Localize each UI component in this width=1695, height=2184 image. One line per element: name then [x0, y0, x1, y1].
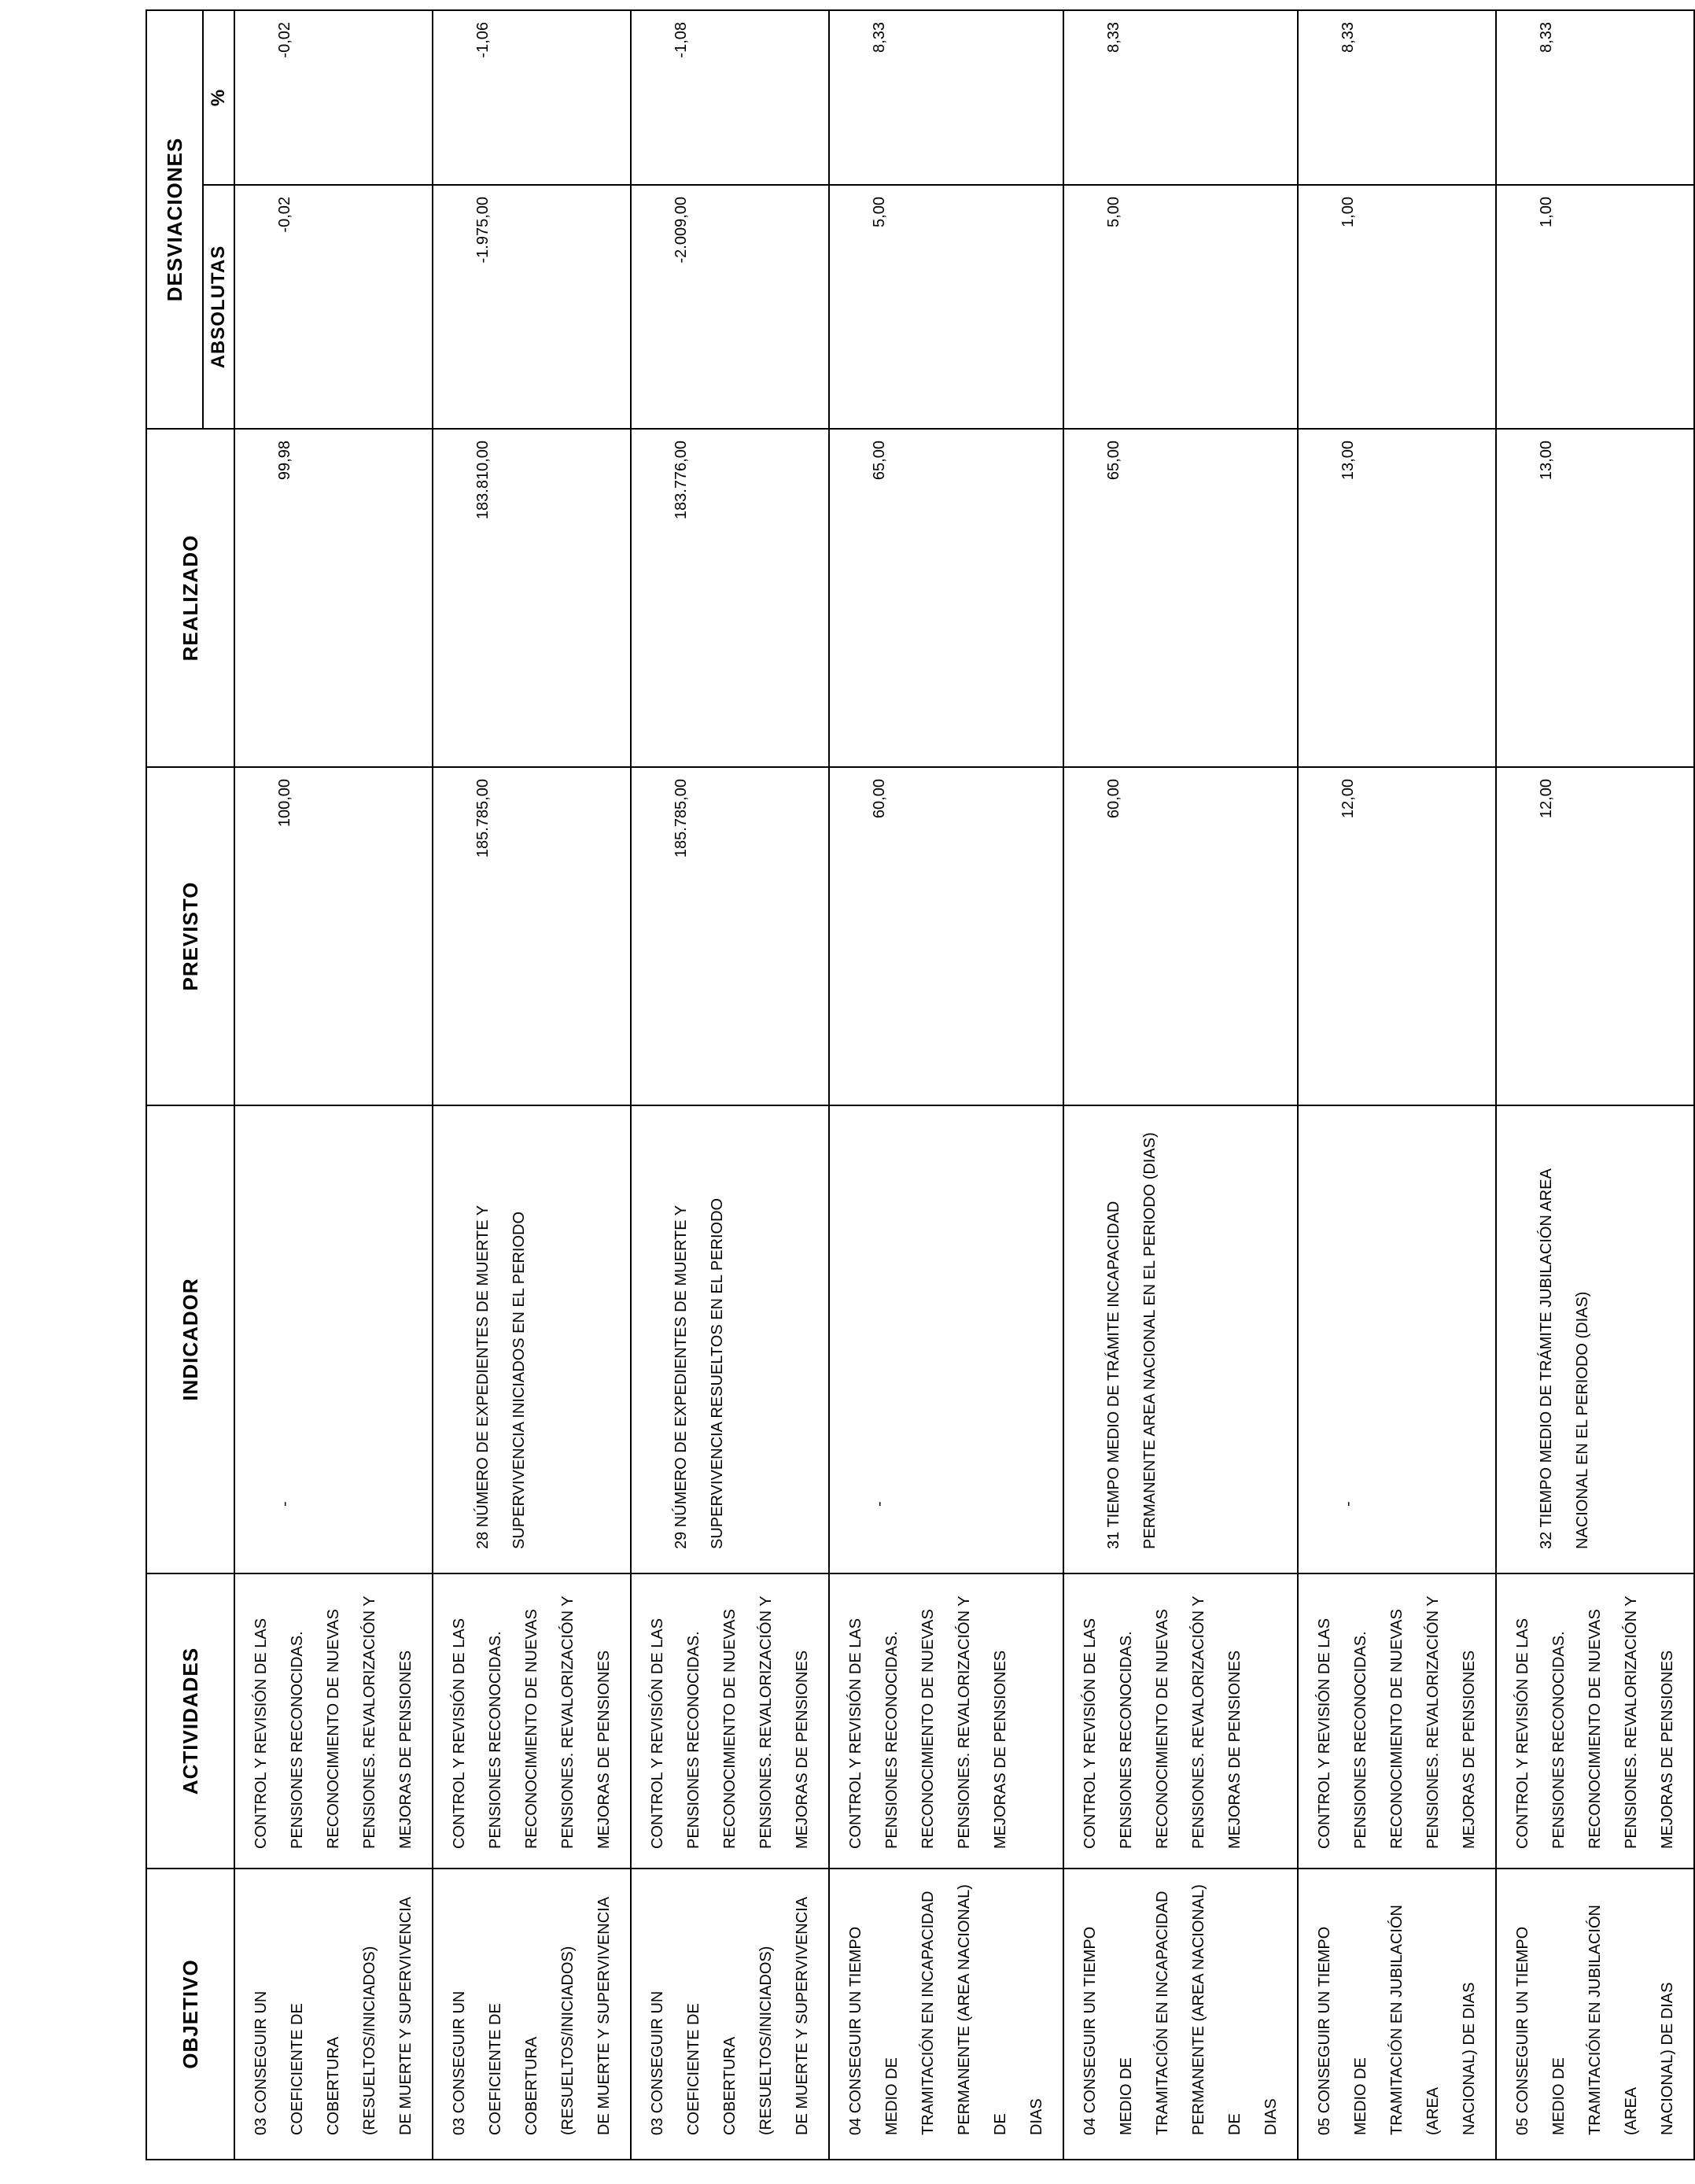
objetivo-text-cell [1298, 1869, 1496, 2160]
porcentaje-value: 8,33 [1538, 22, 1555, 53]
table-row [631, 10, 829, 2160]
objetivo-text: 04 CONSEGUIR UN TIEMPO MEDIO DE TRAMITACIÓN EN INCAPACIDAD PERMANENTE (AREA NACIONAL) DE DIAS [847, 1884, 1045, 2135]
indicador-text: - [276, 1501, 293, 1507]
indicador-text: 32 TIEMPO MEDIO DE TRÁMITE JUBILACIÓN AREA NACIONAL EN EL PERIODO (DIAS) [1538, 1169, 1591, 1549]
objetivo-text-cell [1496, 1869, 1694, 2160]
previsto-value: 12,00 [1538, 779, 1555, 819]
absolutas-value-cell [1063, 185, 1298, 429]
table-row [829, 10, 1063, 2160]
header-indicador: INDICADOR [146, 1105, 234, 1573]
indicador-text-cell [829, 1105, 1063, 1573]
absolutas-value: -0,02 [276, 197, 293, 233]
indicador-text-cell [1298, 1105, 1496, 1573]
porcentaje-value: 8,33 [871, 22, 888, 53]
indicador-text: 28 NÚMERO DE EXPEDIENTES DE MUERTE Y SUPERVIVENCIA INICIADOS EN EL PERIODO [474, 1205, 528, 1549]
actividades-text: CONTROL Y REVISIÓN DE LAS PENSIONES RECONOCIDAS. RECONOCIMIENTO DE NUEVAS PENSIONES. REVALORIZACIÓN Y MEJORAS DE PENSIONES [252, 1596, 415, 1849]
indicador-text: 29 NÚMERO DE EXPEDIENTES DE MUERTE Y SUPERVIVENCIA RESUELTOS EN EL PERIODO [672, 1197, 726, 1549]
porcentaje-value: 8,33 [1339, 22, 1357, 53]
porcentaje-value-cell [234, 10, 433, 185]
previsto-value-cell [433, 767, 631, 1105]
previsto-value: 100,00 [276, 779, 293, 828]
objetivo-text-cell [234, 1869, 433, 2160]
actividades-text: CONTROL Y REVISIÓN DE LAS PENSIONES RECONOCIDAS. RECONOCIMIENTO DE NUEVAS PENSIONES. REVALORIZACIÓN Y MEJORAS DE PENSIONES [1081, 1596, 1244, 1849]
porcentaje-value-cell [1063, 10, 1298, 185]
previsto-value: 185.785,00 [672, 779, 690, 858]
header-realizado: REALIZADO [146, 429, 234, 767]
header-porcentaje: % [203, 10, 234, 185]
realizado-value-cell [829, 429, 1063, 767]
absolutas-value: 5,00 [871, 197, 888, 227]
absolutas-value-cell [631, 185, 829, 429]
realizado-value: 183.776,00 [672, 441, 690, 520]
objetivo-text-cell [631, 1869, 829, 2160]
absolutas-value-cell [234, 185, 433, 429]
actividades-text-cell [234, 1573, 433, 1869]
previsto-value: 12,00 [1339, 779, 1357, 819]
previsto-value: 60,00 [871, 779, 888, 819]
previsto-value-cell [234, 767, 433, 1105]
actividades-text-cell [1496, 1573, 1694, 1869]
porcentaje-value: -1,08 [672, 22, 690, 58]
objetivo-text: 04 CONSEGUIR UN TIEMPO MEDIO DE TRAMITACIÓN EN INCAPACIDAD PERMANENTE (AREA NACIONAL) DE DIAS [1081, 1884, 1280, 2135]
table-row [433, 10, 631, 2160]
realizado-value: 99,98 [276, 441, 293, 481]
realizado-value-cell [631, 429, 829, 767]
indicador-text: - [1339, 1501, 1357, 1507]
header-absolutas: ABSOLUTAS [203, 185, 234, 429]
table-row [1298, 10, 1496, 2160]
actividades-text: CONTROL Y REVISIÓN DE LAS PENSIONES RECONOCIDAS. RECONOCIMIENTO DE NUEVAS PENSIONES. REVALORIZACIÓN Y MEJORAS DE PENSIONES [649, 1596, 811, 1849]
porcentaje-value-cell [1298, 10, 1496, 185]
actividades-text-cell [829, 1573, 1063, 1869]
realizado-value-cell [433, 429, 631, 767]
realizado-value-cell [1298, 429, 1496, 767]
previsto-value-cell [1496, 767, 1694, 1105]
porcentaje-value-cell [1496, 10, 1694, 185]
previsto-value-cell [829, 767, 1063, 1105]
header-previsto: PREVISTO [146, 767, 234, 1105]
absolutas-value-cell [829, 185, 1063, 429]
absolutas-value-cell [1496, 185, 1694, 429]
header-desviaciones: DESVIACIONES [146, 10, 203, 429]
previsto-value: 185.785,00 [474, 779, 492, 858]
absolutas-value-cell [1298, 185, 1496, 429]
objectives-table [146, 9, 1695, 2160]
realizado-value: 183.810,00 [474, 441, 492, 520]
realizado-value: 13,00 [1339, 441, 1357, 481]
absolutas-value: 1,00 [1339, 197, 1357, 227]
indicador-text-cell [433, 1105, 631, 1573]
indicador-text: - [871, 1501, 888, 1507]
table-row [234, 10, 433, 2160]
table-body [234, 10, 1694, 2160]
objetivo-text-cell [433, 1869, 631, 2160]
actividades-text-cell [1063, 1573, 1298, 1869]
absolutas-value: 5,00 [1105, 197, 1122, 227]
realizado-value: 65,00 [1105, 441, 1122, 481]
absolutas-value: -1.975,00 [474, 197, 492, 264]
indicador-text-cell [1496, 1105, 1694, 1573]
objetivo-text-cell [829, 1869, 1063, 2160]
previsto-value: 60,00 [1105, 779, 1122, 819]
actividades-text-cell [1298, 1573, 1496, 1869]
objetivo-text: 05 CONSEGUIR UN TIEMPO MEDIO DE TRAMITACIÓN EN JUBILACIÓN (AREA NACIONAL) DE DIAS [1316, 1905, 1478, 2135]
indicador-text: 31 TIEMPO MEDIO DE TRÁMITE INCAPACIDAD PERMANENTE AREA NACIONAL EN EL PERIODO (DIAS) [1105, 1132, 1159, 1549]
realizado-value: 13,00 [1538, 441, 1555, 481]
objetivo-text: 03 CONSEGUIR UN COEFICIENTE DE COBERTURA (RESUELTOS/INICIADOS) DE MUERTE Y SUPERVIVENCIA [649, 1896, 811, 2135]
previsto-value-cell [1298, 767, 1496, 1105]
porcentaje-value: 8,33 [1105, 22, 1122, 53]
absolutas-value: 1,00 [1538, 197, 1555, 227]
realizado-value-cell [234, 429, 433, 767]
actividades-text: CONTROL Y REVISIÓN DE LAS PENSIONES RECONOCIDAS. RECONOCIMIENTO DE NUEVAS PENSIONES. REVALORIZACIÓN Y MEJORAS DE PENSIONES [1514, 1596, 1676, 1849]
actividades-text-cell [433, 1573, 631, 1869]
porcentaje-value-cell [631, 10, 829, 185]
absolutas-value-cell [433, 185, 631, 429]
previsto-value-cell [631, 767, 829, 1105]
realizado-value-cell [1496, 429, 1694, 767]
realizado-value-cell [1063, 429, 1298, 767]
porcentaje-value: -0,02 [276, 22, 293, 58]
objetivo-text-cell [1063, 1869, 1298, 2160]
actividades-text: CONTROL Y REVISIÓN DE LAS PENSIONES RECONOCIDAS. RECONOCIMIENTO DE NUEVAS PENSIONES. REVALORIZACIÓN Y MEJORAS DE PENSIONES [847, 1596, 1009, 1849]
actividades-text-cell [631, 1573, 829, 1869]
realizado-value: 65,00 [871, 441, 888, 481]
header-actividades: ACTIVIDADES [146, 1573, 234, 1869]
table-row [1063, 10, 1298, 2160]
indicador-text-cell [1063, 1105, 1298, 1573]
absolutas-value: -2.009,00 [672, 197, 690, 264]
objetivo-text: 03 CONSEGUIR UN COEFICIENTE DE COBERTURA (RESUELTOS/INICIADOS) DE MUERTE Y SUPERVIVENCIA [252, 1896, 415, 2135]
indicador-text-cell [631, 1105, 829, 1573]
table-row [1496, 10, 1694, 2160]
header-objetivo: OBJETIVO [146, 1869, 234, 2160]
objetivo-text: 05 CONSEGUIR UN TIEMPO MEDIO DE TRAMITACIÓN EN JUBILACIÓN (AREA NACIONAL) DE DIAS [1514, 1905, 1676, 2135]
previsto-value-cell [1063, 767, 1298, 1105]
indicador-text-cell [234, 1105, 433, 1573]
objetivo-text: 03 CONSEGUIR UN COEFICIENTE DE COBERTURA (RESUELTOS/INICIADOS) DE MUERTE Y SUPERVIVENCIA [451, 1896, 613, 2135]
actividades-text: CONTROL Y REVISIÓN DE LAS PENSIONES RECONOCIDAS. RECONOCIMIENTO DE NUEVAS PENSIONES. REVALORIZACIÓN Y MEJORAS DE PENSIONES [451, 1596, 613, 1849]
porcentaje-value-cell [829, 10, 1063, 185]
porcentaje-value: -1,06 [474, 22, 492, 58]
actividades-text: CONTROL Y REVISIÓN DE LAS PENSIONES RECONOCIDAS. RECONOCIMIENTO DE NUEVAS PENSIONES. REVALORIZACIÓN Y MEJORAS DE PENSIONES [1316, 1596, 1478, 1849]
porcentaje-value-cell [433, 10, 631, 185]
